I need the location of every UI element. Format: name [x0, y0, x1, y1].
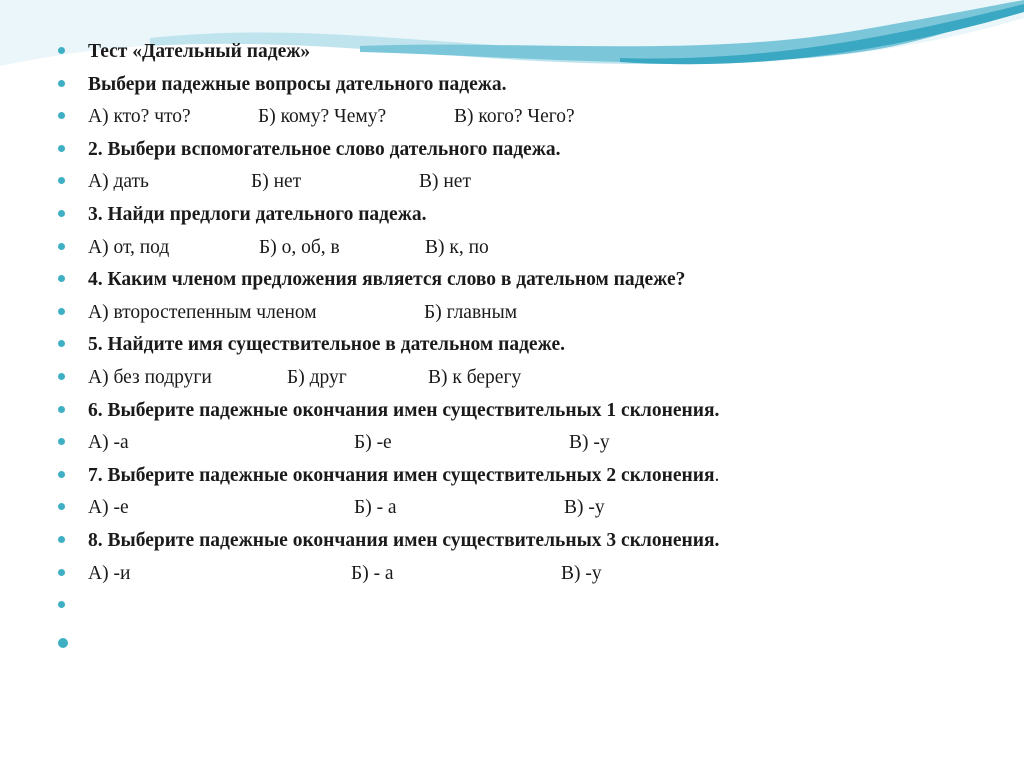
bullet-dot-icon	[58, 47, 65, 54]
question-7	[88, 460, 719, 493]
answer-7-a: А) -е	[88, 497, 129, 519]
list-item-empty	[58, 590, 958, 623]
question-8: 8. Выберите падежные окончания имен существительных 3 склонения.	[88, 529, 720, 551]
list-item	[58, 362, 958, 395]
bullet-dot-icon	[58, 569, 65, 576]
bullet-dot-icon	[58, 80, 65, 87]
answer-8-a: А) -и	[88, 562, 131, 584]
answer-1-b: Б) кому? Чему?	[258, 106, 387, 128]
answer-5-a: А) без подруги	[88, 366, 212, 388]
list-item	[58, 460, 958, 493]
question-1: Выбери падежные вопросы дательного падежа.	[88, 73, 507, 95]
question-list	[58, 36, 958, 655]
answer-7-c: В) -у	[564, 497, 605, 519]
bullet-dot-icon	[58, 406, 65, 413]
list-item	[58, 36, 958, 69]
bullet-dot-icon	[58, 373, 65, 380]
bullet-dot-icon	[58, 536, 65, 543]
list-item	[58, 395, 958, 428]
bullet-dot-icon	[58, 638, 68, 648]
list-item	[58, 134, 958, 167]
bullet-dot-icon	[58, 340, 65, 347]
answer-8-c: В) -у	[561, 562, 602, 584]
list-item	[58, 525, 958, 558]
list-item	[58, 297, 958, 330]
answer-2-a: А) дать	[88, 171, 149, 193]
list-item	[58, 492, 958, 525]
bullet-dot-icon	[58, 275, 65, 282]
answer-6-c: В) -у	[569, 432, 610, 454]
list-item	[58, 558, 958, 591]
answer-5-c: В) к берегу	[428, 366, 522, 388]
list-item	[58, 232, 958, 265]
question-7-text: 7. Выберите падежные окончания имен существительных 2 склонения	[88, 464, 715, 486]
answer-4-b: Б) главным	[424, 301, 518, 323]
question-4: 4. Каким членом предложения является слово в дательном падеже?	[88, 269, 686, 291]
bullet-dot-icon	[58, 210, 65, 217]
answer-2-b: Б) нет	[251, 171, 302, 193]
test-title: Тест «Дательный падеж»	[88, 41, 311, 62]
list-item	[58, 329, 958, 362]
list-item	[58, 69, 958, 102]
question-7-period: .	[714, 464, 720, 486]
answer-3-c: В) к, по	[425, 236, 489, 258]
answer-2-c: В) нет	[419, 171, 471, 193]
bullet-dot-icon	[58, 177, 65, 184]
question-3: 3. Найди предлоги дательного падежа.	[88, 203, 427, 225]
answer-1-a: А) кто? что?	[88, 106, 191, 128]
list-item	[58, 166, 958, 199]
question-2: 2. Выбери вспомогательное слово дательного падежа.	[88, 138, 561, 160]
question-5: 5. Найдите имя существительное в дательном падеже.	[88, 334, 565, 356]
answer-3-b: Б) о, об, в	[259, 236, 340, 258]
answer-6-a: А) -а	[88, 432, 129, 454]
answer-5-b: Б) друг	[287, 366, 347, 388]
list-item	[58, 427, 958, 460]
bullet-dot-icon	[58, 503, 65, 510]
list-item	[58, 101, 958, 134]
bullet-dot-icon	[58, 112, 65, 119]
bullet-dot-icon	[58, 243, 65, 250]
list-item	[58, 264, 958, 297]
answer-8-b: Б) - а	[351, 562, 394, 584]
list-item	[58, 199, 958, 232]
answer-3-a: А) от, под	[88, 236, 170, 258]
answer-4-a: А) второстепенным членом	[88, 301, 317, 323]
question-6: 6. Выберите падежные окончания имен существительных 1 склонения.	[88, 399, 720, 421]
answer-1-c: В) кого? Чего?	[454, 106, 575, 128]
bullet-dot-icon	[58, 471, 65, 478]
bullet-dot-icon	[58, 601, 65, 608]
bullet-dot-icon	[58, 308, 65, 315]
list-item-empty	[58, 623, 958, 656]
answer-7-b: Б) - а	[354, 497, 397, 519]
answer-6-b: Б) -е	[354, 432, 392, 454]
bullet-dot-icon	[58, 438, 65, 445]
bullet-dot-icon	[58, 145, 65, 152]
